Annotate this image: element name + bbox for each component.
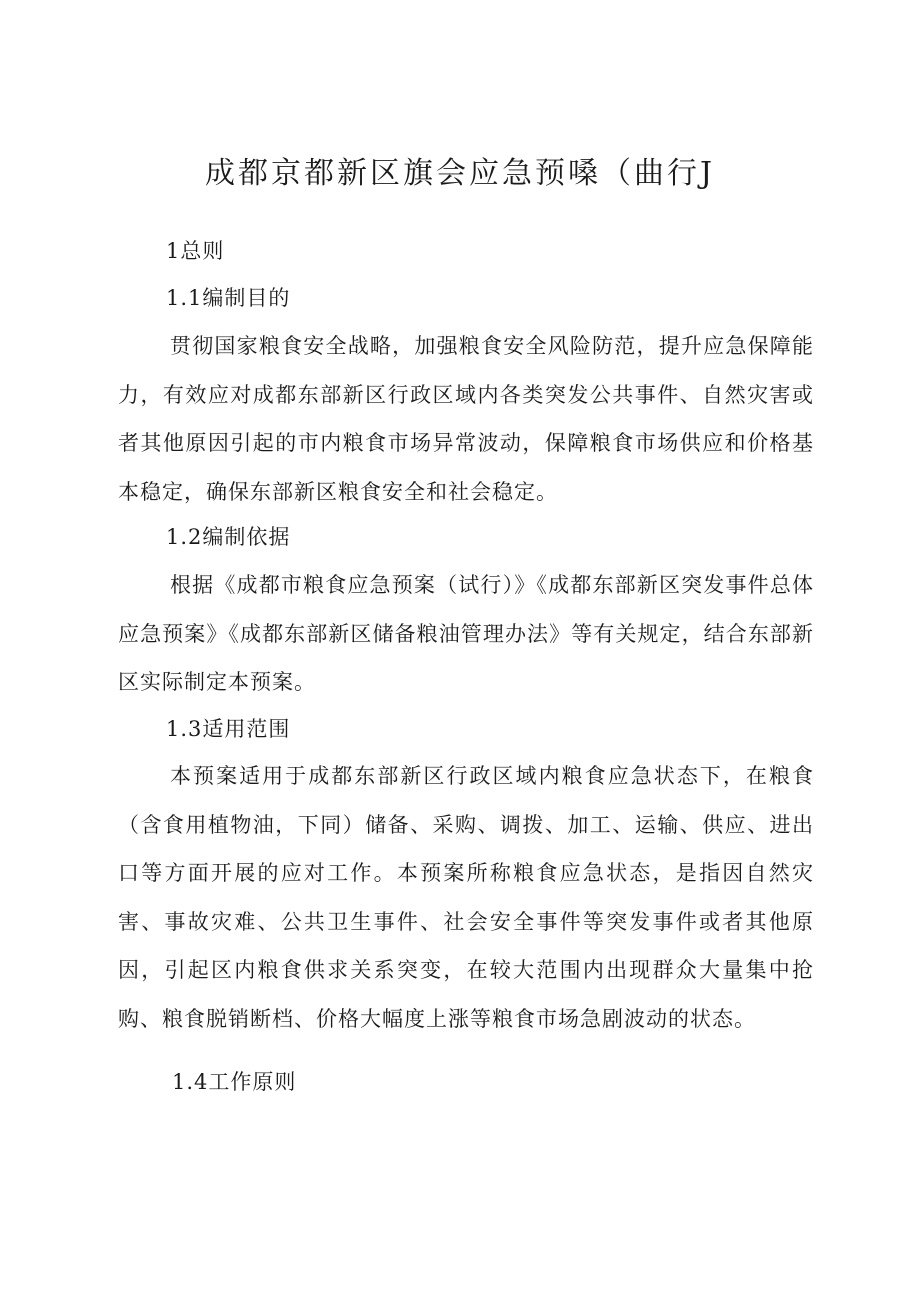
section-heading-principles: 1.4工作原则 — [172, 1070, 297, 1094]
paragraph-purpose: 贯彻国家粮食安全战略，加强粮食安全风险防范，提升应急保障能力，有效应对成都东部新区行政区域内各类突发公共事件、自然灾害或者其他原因引起的市内粮食市场异常波动，保障粮食市场供应和价格基本稳定，确保东部新区粮食安全和社会稳定。 — [118, 334, 814, 504]
paragraph-scope: 本预案适用于成都东部新区行政区域内粮食应急状态下，在粮食（含食用植物油，下同）储备、采购、调拨、加工、运输、供应、进出口等方面开展的应对工作。本预案所称粮食应急状态，是指因自然灾害、事故灾难、公共卫生事件、社会安全事件等突发事件或者其他原因，引起区内粮食供求关系突变，在较大范围内出现群众大量集中抢购、粮食脱销断档、价格大幅度上涨等粮食市场急剧波动的状态。 — [118, 764, 814, 1031]
document-title: 成都京都新区旗会应急预嗓（曲行J — [204, 156, 716, 191]
section-heading-basis: 1.2编制依据 — [166, 525, 291, 549]
paragraph-basis: 根据《成都市粮食应急预案（试行）》《成都东部新区突发事件总体应急预案》《成都东部新区储备粮油管理办法》等有关规定，结合东部新区实际制定本预案。 — [118, 573, 814, 694]
section-heading-purpose: 1.1编制目的 — [166, 286, 291, 310]
section-heading-general: 1总则 — [166, 239, 225, 263]
section-heading-scope: 1.3适用范围 — [166, 717, 291, 741]
